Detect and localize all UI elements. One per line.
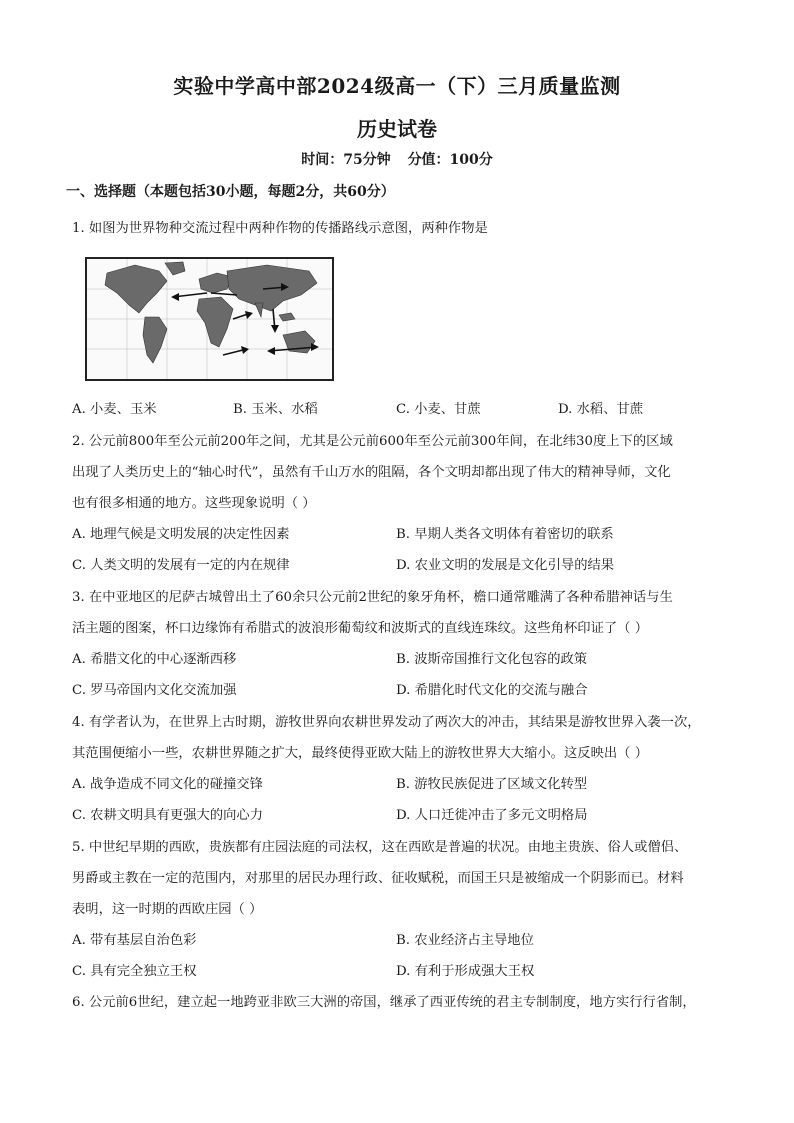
q5-option-d[interactable]: D. 有利于形成强大王权 xyxy=(396,964,535,979)
q1-option-a[interactable]: A. 小麦、玉米 xyxy=(72,402,157,417)
q1-option-d[interactable]: D. 水稻、甘蔗 xyxy=(558,402,644,417)
q5-option-c[interactable]: C. 具有完全独立王权 xyxy=(72,964,197,979)
q2-option-c[interactable]: C. 人类文明的发展有一定的内在规律 xyxy=(72,558,290,573)
world-map-figure xyxy=(85,257,334,381)
exam-time: 时间：75分钟 xyxy=(301,152,391,168)
q3-option-a[interactable]: A. 希腊文化的中心逐渐西移 xyxy=(72,652,237,667)
q4-option-b[interactable]: B. 游牧民族促进了区域文化转型 xyxy=(396,777,588,792)
question-5-stem: 5. 中世纪早期的西欧，贵族都有庄园法庭的司法权，这在西欧是普遍的状况。由地主贵族、俗人或僧侣、 男爵或主教在一定的范围内，对那里的居民办理行政、征收赋税，而国王只是被缩成一个阴影而已。材料 表明，这一时期的西欧庄园（ ） xyxy=(72,840,688,917)
q3-option-b[interactable]: B. 波斯帝国推行文化包容的政策 xyxy=(396,652,588,667)
exam-title: 实验中学高中部2024级高一（下）三月质量监测 xyxy=(173,74,621,98)
crop-route-map xyxy=(87,259,332,379)
q5-option-a[interactable]: A. 带有基层自治色彩 xyxy=(72,933,197,948)
q3-option-d[interactable]: D. 希腊化时代文化的交流与融合 xyxy=(396,683,588,698)
q4-option-c[interactable]: C. 农耕文明具有更强大的向心力 xyxy=(72,808,264,823)
exam-meta xyxy=(0,149,794,169)
question-3-stem: 3. 在中亚地区的尼萨古城曾出土了60余只公元前2世纪的象牙角杯，檐口通常雕满了各种希腊神话与生 活主题的图案，杯口边缘饰有希腊式的波浪形葡萄纹和波斯式的直线连珠纹。这些角杯印证了（ ） xyxy=(72,590,673,636)
q2-option-b[interactable]: B. 早期人类各文明体有着密切的联系 xyxy=(396,527,614,542)
question-1-stem: 1. 如图为世界物种交流过程中两种作物的传播路线示意图，两种作物是 xyxy=(72,221,488,236)
question-4-stem: 4. 有学者认为，在世界上古时期，游牧世界向农耕世界发动了两次大的冲击，其结果是游牧世界入袭一次， 其范围便缩小一些，农耕世界随之扩大，最终使得亚欧大陆上的游牧世界大大缩小。这反映出（ ） xyxy=(72,715,701,761)
q3-option-c[interactable]: C. 罗马帝国内文化交流加强 xyxy=(72,683,237,698)
q2-option-d[interactable]: D. 农业文明的发展是文化引导的结果 xyxy=(396,558,615,573)
exam-subtitle: 历史试卷 xyxy=(357,117,437,141)
exam-score: 分值：100分 xyxy=(407,152,493,168)
question-6-stem: 6. 公元前6世纪，建立起一地跨亚非欧三大洲的帝国，继承了西亚传统的君主专制制度，地方实行行省制， xyxy=(72,995,696,1010)
q2-option-a[interactable]: A. 地理气候是文明发展的决定性因素 xyxy=(72,527,290,542)
q1-option-c[interactable]: C. 小麦、甘蔗 xyxy=(396,402,481,417)
q4-option-a[interactable]: A. 战争造成不同文化的碰撞交锋 xyxy=(72,777,263,792)
question-2-stem: 2. 公元前800年至公元前200年之间，尤其是公元前600年至公元前300年间，在北纬30度上下的区域 出现了人类历史上的“轴心时代”，虽然有千山万水的阻隔，各个文明却都出现了伟大的精神导师，文化 也有很多相通的地方。这些现象说明（ ） xyxy=(72,434,673,511)
q5-option-b[interactable]: B. 农业经济占主导地位 xyxy=(396,933,534,948)
q1-option-b[interactable]: B. 玉米、水稻 xyxy=(233,402,318,417)
section-title: 一、选择题（本题包括30小题，每题2分，共60分） xyxy=(66,184,395,200)
q4-option-d[interactable]: D. 人口迁徙冲击了多元文明格局 xyxy=(396,808,588,823)
